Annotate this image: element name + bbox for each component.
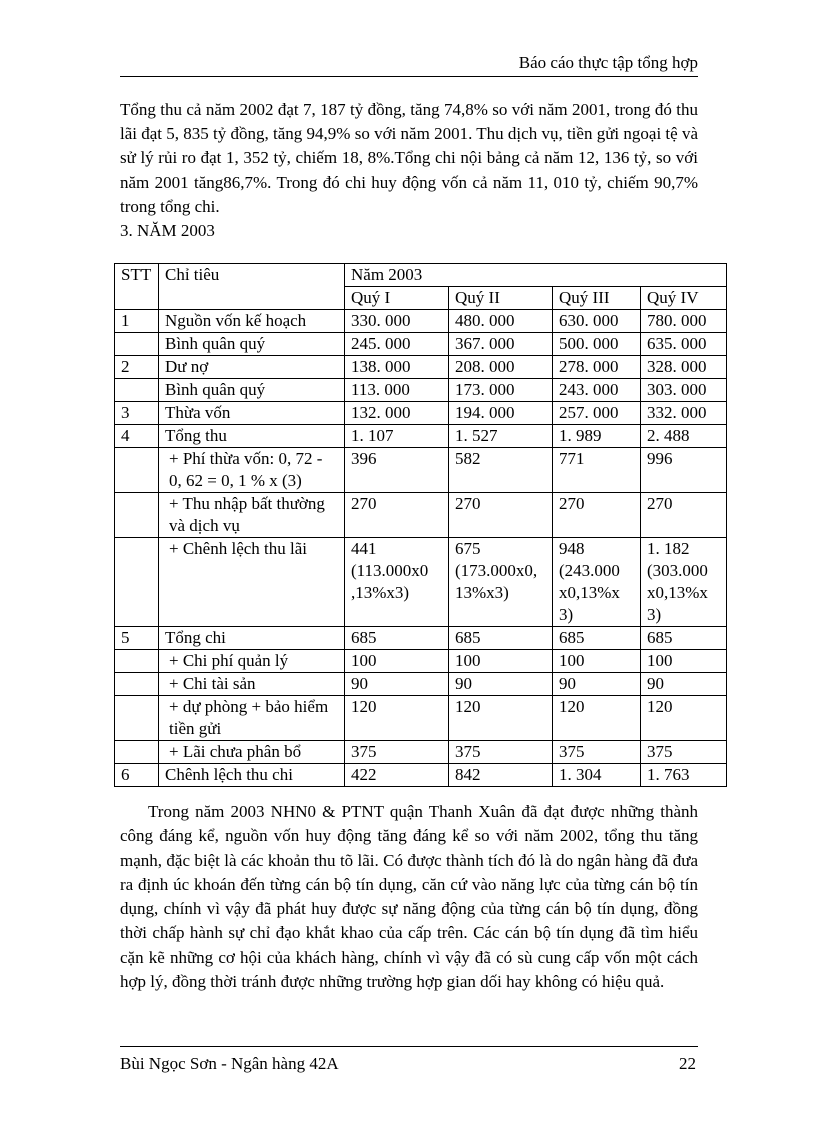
row-value: 675 (173.000x0, 13%x3) [449, 538, 553, 627]
header-stt: STT [115, 264, 159, 310]
row-value: 1. 182 (303.000 x0,13%x 3) [641, 538, 727, 627]
row-value: 270 [641, 493, 727, 538]
row-label: Tổng thu [159, 425, 345, 448]
row-value: 138. 000 [345, 356, 449, 379]
header-quarter: Quý III [553, 287, 641, 310]
closing-paragraph [120, 800, 698, 994]
table-row [115, 379, 727, 402]
header-year: Năm 2003 [345, 264, 727, 287]
row-value: 375 [553, 741, 641, 764]
row-label: Nguồn vốn kế hoạch [159, 310, 345, 333]
row-stt [115, 379, 159, 402]
page-header [120, 52, 698, 77]
row-value: 330. 000 [345, 310, 449, 333]
row-value: 90 [345, 673, 449, 696]
header-quarter: Quý I [345, 287, 449, 310]
row-value: 396 [345, 448, 449, 493]
row-value: 173. 000 [449, 379, 553, 402]
row-stt: 2 [115, 356, 159, 379]
table-row [115, 356, 727, 379]
row-value: 2. 488 [641, 425, 727, 448]
row-label: Bình quân quý [159, 379, 345, 402]
row-value: 132. 000 [345, 402, 449, 425]
row-value: 270 [553, 493, 641, 538]
row-value: 120 [641, 696, 727, 741]
table-row [115, 333, 727, 356]
row-value: 90 [553, 673, 641, 696]
row-value: 303. 000 [641, 379, 727, 402]
table-row [115, 538, 727, 627]
page-number: 22 [679, 1054, 696, 1073]
row-value: 422 [345, 764, 449, 787]
row-stt [115, 741, 159, 764]
table-row [115, 673, 727, 696]
row-value: 1. 527 [449, 425, 553, 448]
row-value: 90 [449, 673, 553, 696]
row-value: 245. 000 [345, 333, 449, 356]
row-value: 332. 000 [641, 402, 727, 425]
row-value: 630. 000 [553, 310, 641, 333]
row-value: 120 [553, 696, 641, 741]
row-label: + dự phòng + bảo hiểm tiền gửi [159, 696, 345, 741]
row-value: 328. 000 [641, 356, 727, 379]
table-header-row [115, 264, 727, 287]
table-row [115, 425, 727, 448]
row-value: 120 [345, 696, 449, 741]
row-value: 842 [449, 764, 553, 787]
row-value: 90 [641, 673, 727, 696]
row-value: 635. 000 [641, 333, 727, 356]
table-row [115, 741, 727, 764]
table-row [115, 448, 727, 493]
row-value: 113. 000 [345, 379, 449, 402]
row-value: 480. 000 [449, 310, 553, 333]
row-value: 375 [345, 741, 449, 764]
header-title: Báo cáo thực tập tổng hợp [518, 53, 698, 72]
row-value: 243. 000 [553, 379, 641, 402]
section-title: 3. NĂM 2003 [120, 221, 215, 240]
row-label: + Chi tài sản [159, 673, 345, 696]
table-row [115, 493, 727, 538]
row-value: 270 [345, 493, 449, 538]
table-row [115, 402, 727, 425]
row-label: + Thu nhập bất thường và dịch vụ [159, 493, 345, 538]
table-row [115, 627, 727, 650]
row-stt: 4 [115, 425, 159, 448]
row-value: 270 [449, 493, 553, 538]
row-value: 208. 000 [449, 356, 553, 379]
row-stt [115, 448, 159, 493]
row-value: 100 [449, 650, 553, 673]
row-stt: 6 [115, 764, 159, 787]
intro-paragraph [120, 98, 698, 219]
header-indicator: Chỉ tiêu [159, 264, 345, 310]
row-stt [115, 493, 159, 538]
intro-text: Tổng thu cả năm 2002 đạt 7, 187 tỷ đồng, tăng 74,8% so với năm 2001, trong đó thu lãi đạt 5, 835 tỷ đồng, tăng 94,9% so với năm 2001. Thu dịch vụ, tiền gửi ngoại tệ và sử lý rủi ro đạt 1, 352 tỷ, chiếm 18, 8%.Tổng chi nội bảng cả năm 12, 136 tỷ, so với năm 2001 tăng86,7%. Trong đó chi huy động vốn cả năm 11, 010 tỷ, chiếm 90,7% trong tổng chi. [120, 100, 698, 216]
row-value: 100 [345, 650, 449, 673]
row-stt [115, 650, 159, 673]
footer-author: Bùi Ngọc Sơn - Ngân hàng 42A [120, 1054, 339, 1073]
table-row [115, 310, 727, 333]
row-value: 771 [553, 448, 641, 493]
row-label: + Chênh lệch thu lãi [159, 538, 345, 627]
row-stt [115, 538, 159, 627]
data-table [114, 263, 727, 787]
row-stt [115, 673, 159, 696]
row-label: + Phí thừa vốn: 0, 72 - 0, 62 = 0, 1 % x (3) [159, 448, 345, 493]
row-value: 685 [345, 627, 449, 650]
row-value: 100 [641, 650, 727, 673]
row-value: 375 [641, 741, 727, 764]
row-value: 582 [449, 448, 553, 493]
row-label: + Lãi chưa phân bổ [159, 741, 345, 764]
table-row [115, 764, 727, 787]
row-label: + Chi phí quản lý [159, 650, 345, 673]
header-quarter: Quý II [449, 287, 553, 310]
row-value: 500. 000 [553, 333, 641, 356]
closing-text: Trong năm 2003 NHN0 & PTNT quận Thanh Xuân đã đạt được những thành công đáng kể, nguồn vốn huy động tăng đáng kể so với năm 2002, tổng thu tăng mạnh, đặc biệt là các khoản thu tõ lãi. Có được thành tích đó là do ngân hàng đã đưa ra định úc khoán đến từng cán bộ tín dụng, căn cứ vào năng lực của từng cán bộ tín dụng, chính vì vậy đã phát huy được sự năng động của từng cán bộ tín dụng, đồng thời chấp hành sự chỉ đạo khắt khao của cấp trên. Các cán bộ tín dụng đã tìm hiểu cặn kẽ những cơ hội của khách hàng, chính vì vậy đã có sù cung cấp vốn một cách hợp lý, đồng thời tránh được những trường hợp gian dối hay không có hiệu quả. [120, 802, 698, 992]
row-label: Bình quân quý [159, 333, 345, 356]
row-stt [115, 696, 159, 741]
header-quarter: Quý IV [641, 287, 727, 310]
row-value: 367. 000 [449, 333, 553, 356]
row-value: 194. 000 [449, 402, 553, 425]
row-stt: 5 [115, 627, 159, 650]
row-label: Thừa vốn [159, 402, 345, 425]
row-value: 278. 000 [553, 356, 641, 379]
row-value: 996 [641, 448, 727, 493]
row-value: 257. 000 [553, 402, 641, 425]
row-value: 100 [553, 650, 641, 673]
row-value: 1. 763 [641, 764, 727, 787]
row-value: 120 [449, 696, 553, 741]
page-footer [120, 1046, 698, 1073]
row-value: 685 [553, 627, 641, 650]
row-stt: 3 [115, 402, 159, 425]
row-stt [115, 333, 159, 356]
row-value: 685 [641, 627, 727, 650]
row-value: 685 [449, 627, 553, 650]
table-row [115, 650, 727, 673]
row-label: Tổng chi [159, 627, 345, 650]
table-row [115, 696, 727, 741]
row-stt: 1 [115, 310, 159, 333]
row-label: Dư nợ [159, 356, 345, 379]
row-value: 1. 107 [345, 425, 449, 448]
row-value: 1. 989 [553, 425, 641, 448]
row-label: Chênh lệch thu chi [159, 764, 345, 787]
row-value: 375 [449, 741, 553, 764]
row-value: 780. 000 [641, 310, 727, 333]
row-value: 1. 304 [553, 764, 641, 787]
row-value: 948 (243.000 x0,13%x 3) [553, 538, 641, 627]
row-value: 441 (113.000x0 ,13%x3) [345, 538, 449, 627]
